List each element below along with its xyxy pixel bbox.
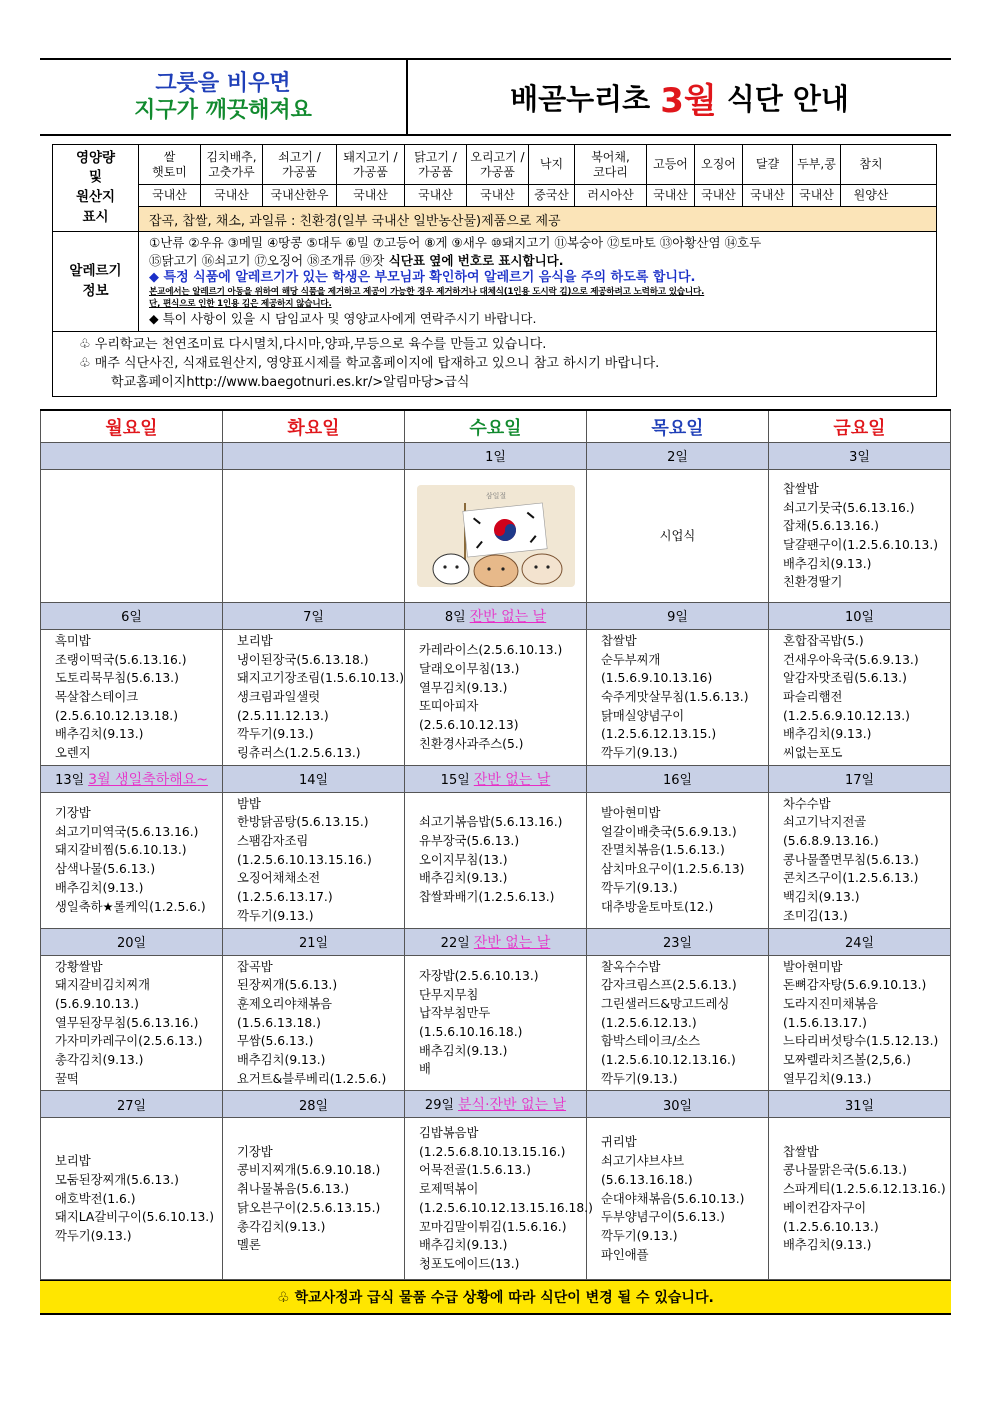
allergy-label: 알레르기 정보	[53, 232, 139, 331]
menu-item: 조미김(13.)	[783, 908, 848, 923]
menu-item: 감자크림스프(2.5.6.13.)	[601, 978, 737, 993]
menu-item: 얼갈이배춧국(5.6.9.13.)	[601, 824, 737, 839]
menu-item: 잔멸치볶음(1.5.6.13.)	[601, 843, 725, 858]
date-cell: 29일 분식·잔반 없는 날	[405, 1091, 587, 1118]
eco-notice: 잡곡, 찹쌀, 채소, 과일류 : 친환경(일부 국내산 일반농산물)제품으로 제공	[139, 207, 936, 231]
menu-item: 스파게티(1.2.5.6.12.13.16.)	[783, 1182, 946, 1197]
menu-item: 대추방울토마토(12.)	[601, 899, 714, 914]
menu-item: 배추김치(9.13.)	[55, 727, 144, 742]
menu-item: 찰옥수수밥	[601, 959, 661, 974]
menu-item: 링츄러스(1.2.5.6.13.)	[237, 746, 361, 761]
allergy-list-1: ①난류 ②우유 ③메밀 ④땅콩 ⑤대두 ⑥밀 ⑦고등어 ⑧게 ⑨새우 ⑩돼지고기 ⑪복숭아 ⑫토마토 ⑬아황산염 ⑭호두	[149, 235, 762, 250]
menu-item: 열무김치(9.13.)	[419, 680, 508, 695]
homepage-link[interactable]: 학교홈페이지http://www.baegotnuri.es.kr/>알림마당>급식	[111, 374, 470, 390]
origin-food-item: 김치배추, 고춧가루	[201, 145, 263, 184]
menu-item: 흑미밥	[55, 633, 91, 648]
menu-item: 배추김치(9.13.)	[419, 1043, 508, 1058]
menu-cell	[405, 629, 587, 765]
menu-item: 배추김치(9.13.)	[419, 1238, 508, 1253]
date-cell: 1일	[405, 442, 587, 469]
date-cell: 13일 3월 생일축하해요~	[41, 765, 223, 792]
menu-item: 배추김치(9.13.)	[783, 1238, 872, 1253]
day-tag: 분식·잔반 없는 날	[458, 1097, 567, 1114]
menu-item: 배추김치(9.13.)	[55, 880, 144, 895]
origin-food-row	[139, 145, 936, 185]
menu-item: 삼색나물(5.6.13.)	[55, 862, 156, 877]
menu-item: 돼지갈비김치찌개	[55, 978, 151, 993]
weekday-header: 수요일	[405, 410, 587, 442]
menu-item: 목살찹스테이크	[55, 689, 139, 704]
menu-item: 기장밥	[237, 1144, 273, 1159]
menu-item: 훈제오리야채볶음	[237, 996, 333, 1011]
menu-item: 납작부침만두	[419, 1006, 491, 1021]
title-suffix: 식단 안내	[726, 81, 849, 116]
origin-country-item: 국내산한우	[263, 185, 337, 206]
menu-item: 밤밥	[237, 796, 261, 811]
origin-food-item: 쌀 햇토미	[139, 145, 201, 184]
note-broth: ♧ 우리학교는 천연조미료 다시멸치,다시마,양파,무등으로 육수를 만들고 있습니다.	[79, 336, 547, 352]
date-cell: 14일	[223, 765, 405, 792]
notes-section	[53, 332, 936, 397]
menu-item: 멜론	[237, 1238, 261, 1253]
menu-item: 쇠고기낙지전골	[783, 815, 867, 830]
menu-item: 도토리묵무침(5.6.13.)	[55, 671, 179, 686]
allergy-list-2: ⑮닭고기 ⑯쇠고기 ⑰오징어 ⑱조개류 ⑲잣 식단표 옆에 번호로 표시합니다.	[149, 252, 564, 268]
menu-item: 꿀떡	[55, 1071, 79, 1086]
origin-country-item: 국내산	[139, 185, 201, 206]
allergy-contact: ◆ 특이 사항이 있을 시 담임교사 및 영양교사에게 연락주시기 바랍니다.	[149, 311, 537, 327]
menu-cell	[41, 629, 223, 765]
menu-item: 찹쌀밥	[783, 1144, 819, 1159]
menu-page	[40, 58, 951, 1315]
menu-item: 귀리밥	[601, 1135, 637, 1150]
menu-item: (5.6.13.16.18.)	[601, 1172, 693, 1187]
menu-item: 배추김치(9.13.)	[783, 727, 872, 742]
menu-item: 건새우아욱국(5.6.9.13.)	[783, 652, 919, 667]
origin-food-item: 쇠고기 / 가공품	[263, 145, 337, 184]
menu-item: 보리밥	[237, 633, 273, 648]
flag-caption: 삼일절	[485, 491, 506, 500]
menu-calendar	[40, 409, 951, 1280]
menu-item: (1.2.5.6.12.13.15.)	[601, 727, 717, 742]
footer-note: ♧ 학교사정과 급식 물품 수급 상황에 따라 식단이 변경 될 수 있습니다.	[40, 1280, 951, 1315]
page-header	[40, 58, 951, 136]
menu-item: 친환경사과주스(5.)	[419, 736, 524, 751]
origin-country-item: 국내산	[695, 185, 743, 206]
menu-item: 순두부찌개	[601, 652, 661, 667]
date-cell: 23일	[587, 928, 769, 955]
menu-item: 조랭이떡국(5.6.13.16.)	[55, 652, 187, 667]
date-cell: 8일 잔반 없는 날	[405, 602, 587, 629]
menu-cell	[223, 629, 405, 765]
menu-item: 깍두기(9.13.)	[237, 908, 314, 923]
origin-country-item: 국내산	[405, 185, 467, 206]
menu-cell	[223, 792, 405, 928]
day-tag: 3월 생일축하해요~	[88, 771, 208, 788]
menu-item: 애호박전(1.6.)	[55, 1191, 136, 1206]
origin-food-item: 고등어	[647, 145, 695, 184]
menu-item: 또띠아피자	[419, 699, 479, 714]
menu-item: (1.2.5.6.12.13.)	[601, 1015, 697, 1030]
menu-cell	[769, 955, 951, 1091]
menu-item: 돼지갈비찜(5.6.10.13.)	[55, 843, 187, 858]
menu-item: 스팸감자조림	[237, 834, 309, 849]
menu-cell	[587, 792, 769, 928]
date-cell: 7일	[223, 602, 405, 629]
date-cell: 17일	[769, 765, 951, 792]
date-cell: 10일	[769, 602, 951, 629]
origin-food-item: 달걀	[743, 145, 793, 184]
event-cell: 시업식	[587, 469, 769, 602]
menu-item: 달걀팬구이(1.2.5.6.10.13.)	[783, 537, 939, 552]
weekday-header: 목요일	[587, 410, 769, 442]
date-cell: 22일 잔반 없는 날	[405, 928, 587, 955]
menu-cell	[223, 1118, 405, 1280]
menu-item: 오이지무침(13.)	[419, 852, 508, 867]
menu-cell	[587, 1118, 769, 1280]
menu-item: 느타리버섯탕수(1.5.12.13.)	[783, 1034, 939, 1049]
origin-country-item: 국내산	[201, 185, 263, 206]
title-month: 3월	[660, 80, 717, 121]
menu-item: 달래오이무침(13.)	[419, 661, 520, 676]
menu-item: 어묵전골(1.5.6.13.)	[419, 1163, 531, 1178]
menu-item: 된장찌개(5.6.13.)	[237, 978, 338, 993]
menu-item: 발아현미밥	[601, 806, 661, 821]
menu-item: 닭오븐구이(2.5.6.13.15.)	[237, 1200, 381, 1215]
menu-item: 배추김치(9.13.)	[237, 1052, 326, 1067]
origin-country-item: 국내산	[743, 185, 793, 206]
menu-cell	[587, 629, 769, 765]
menu-item: 배추김치(9.13.)	[783, 556, 872, 571]
menu-item: 파슬리햄전	[783, 689, 843, 704]
menu-item: 카레라이스(2.5.6.10.13.)	[419, 643, 563, 658]
menu-cell	[41, 792, 223, 928]
menu-item: 강황쌀밥	[55, 959, 103, 974]
menu-item: 삼치마요구이(1.2.5.6.13)	[601, 862, 745, 877]
menu-item: 오렌지	[55, 746, 91, 761]
menu-item: 무쌈(5.6.13.)	[237, 1034, 314, 1049]
menu-item: 생일축하★롤케익(1.2.5.6.)	[55, 899, 206, 914]
allergy-warning: ◆ 특정 식품에 알레르기가 있는 학생은 부모님과 확인하여 알레르기 음식을 주의 하도록 합니다.	[149, 270, 696, 285]
menu-item: 그린샐러드&망고드레싱	[601, 996, 730, 1011]
menu-item: 깍두기(9.13.)	[55, 1228, 132, 1243]
menu-item: (2.5.6.10.12.13)	[419, 718, 519, 732]
menu-item: 닭매실양념구이	[601, 708, 685, 723]
menu-cell	[223, 955, 405, 1091]
menu-item: 쇠고기미역국(5.6.13.16.)	[55, 824, 199, 839]
origin-country-item: 국내산	[647, 185, 695, 206]
menu-cell	[41, 1118, 223, 1280]
origin-country-item: 중국산	[529, 185, 575, 206]
weekday-header: 화요일	[223, 410, 405, 442]
menu-item: (2.5.6.10.12.13.18.)	[55, 708, 179, 723]
origin-country-row	[139, 185, 936, 207]
menu-item: 배추김치(9.13.)	[419, 871, 508, 886]
menu-item: 찹쌀밥	[601, 633, 637, 648]
origin-food-item: 오징어	[695, 145, 743, 184]
origin-food-item: 북어채, 코다리	[575, 145, 647, 184]
menu-item: 냉이된장국(5.6.13.18.)	[237, 652, 369, 667]
note-homepage: ♧ 매주 식단사진, 식재료원산지, 영양표시제를 학교홈페이지에 탑재하고 있으니 참고 하시기 바랍니다.	[79, 355, 660, 371]
slogan-line2: 지구가 깨끗해져요	[134, 98, 312, 123]
menu-cell	[405, 955, 587, 1091]
menu-item: (1.2.5.6.10.12.13.15.16.18.)	[419, 1200, 593, 1215]
weekday-header: 월요일	[41, 410, 223, 442]
weekday-header: 금요일	[769, 410, 951, 442]
menu-item: 깍두기(9.13.)	[601, 1228, 678, 1243]
date-cell	[41, 442, 223, 469]
menu-item: 함박스테이크/소스	[601, 1034, 701, 1049]
date-cell: 16일	[587, 765, 769, 792]
slogan	[40, 60, 406, 134]
origin-section	[53, 145, 936, 232]
origin-food-item: 낙지	[529, 145, 575, 184]
menu-item: (5.6.8.9.13.16.)	[783, 834, 879, 849]
menu-item: (1.2.5.6.10.13.15.16.)	[237, 852, 372, 867]
menu-item: 총각김치(9.13.)	[237, 1219, 326, 1234]
menu-item: 생크림과일샐럿	[237, 689, 321, 704]
menu-item: 가자미카레구이(2.5.6.13.)	[55, 1034, 203, 1049]
school-name: 배곧누리초	[510, 81, 651, 116]
day-tag: 잔반 없는 날	[469, 608, 547, 625]
date-cell: 9일	[587, 602, 769, 629]
menu-cell	[769, 469, 951, 602]
day-tag: 잔반 없는 날	[473, 934, 551, 951]
menu-item: 깍두기(9.13.)	[601, 746, 678, 761]
menu-item: 친환경딸기	[783, 575, 843, 590]
menu-item: 알감자맛조림(5.6.13.)	[783, 671, 907, 686]
menu-item: (2.5.11.12.13.)	[237, 708, 329, 723]
menu-item: 돈뼈감자탕(5.6.9.10.13.)	[783, 978, 927, 993]
menu-item: 콩나물맑은국(5.6.13.)	[783, 1163, 907, 1178]
menu-item: 보리밥	[55, 1154, 91, 1169]
menu-cell	[769, 1118, 951, 1280]
menu-item: 모둠된장찌개(5.6.13.)	[55, 1172, 179, 1187]
date-cell: 21일	[223, 928, 405, 955]
info-box	[52, 144, 937, 397]
menu-cell	[769, 792, 951, 928]
slogan-line1: 그릇을 비우면	[155, 70, 291, 96]
date-cell: 30일	[587, 1091, 769, 1118]
menu-item: 깍두기(9.13.)	[237, 727, 314, 742]
menu-item: 총각김치(9.13.)	[55, 1052, 144, 1067]
date-cell	[223, 442, 405, 469]
allergy-fine-print-2: 단, 편식으로 인한 1인용 김은 제공하지 않습니다.	[149, 298, 332, 309]
origin-food-item: 오리고기 / 가공품	[467, 145, 529, 184]
date-cell: 6일	[41, 602, 223, 629]
menu-item: 배	[419, 1062, 431, 1077]
origin-food-item: 두부,콩	[793, 145, 841, 184]
date-cell: 24일	[769, 928, 951, 955]
menu-item: (1.2.5.6.10.12.13.16.)	[601, 1052, 736, 1067]
menu-cell	[41, 469, 223, 602]
menu-item: 발아현미밥	[783, 959, 843, 974]
day-tag: 잔반 없는 날	[473, 771, 551, 788]
origin-country-item: 러시아산	[575, 185, 647, 206]
menu-item: 돼지고기장조림(1.5.6.10.13.)	[237, 671, 405, 686]
origin-country-item: 국내산	[337, 185, 405, 206]
menu-item: 취나물볶음(5.6.13.)	[237, 1182, 350, 1197]
menu-item: 순대야채볶음(5.6.10.13.)	[601, 1191, 745, 1206]
date-cell: 20일	[41, 928, 223, 955]
menu-item: (1.2.5.6.10.13.)	[783, 1219, 879, 1234]
menu-item: 백김치(9.13.)	[783, 890, 860, 905]
menu-item: 청포도에이드(13.)	[419, 1256, 520, 1271]
origin-food-item: 닭고기 / 가공품	[405, 145, 467, 184]
menu-cell	[769, 629, 951, 765]
menu-item: 혼합잡곡밥(5.)	[783, 633, 864, 648]
menu-item: (1.5.6.9.10.13.16)	[601, 671, 713, 686]
menu-item: 베이컨감자구이	[783, 1200, 867, 1215]
menu-item: 찹쌀밥	[783, 481, 819, 496]
menu-item: 로제떡볶이	[419, 1182, 479, 1197]
menu-item: 오징어채채소전	[237, 871, 321, 886]
menu-cell	[223, 469, 405, 602]
menu-cell	[405, 1118, 593, 1280]
menu-item: 파인애플	[601, 1247, 649, 1262]
menu-cell	[405, 792, 587, 928]
menu-item: 콘치즈구이(1.2.5.6.13.)	[783, 871, 919, 886]
menu-item: 꼬마김말이튀김(1.5.6.16.)	[419, 1219, 567, 1234]
date-cell: 28일	[223, 1091, 405, 1118]
menu-item: 두부양념구이(5.6.13.)	[601, 1210, 725, 1225]
origin-label: 영양량 및 원산지 표시	[53, 145, 139, 231]
menu-item: 도라지진미채볶음	[783, 996, 879, 1011]
allergy-fine-print-1: 본교에서는 알레르기 아동을 위하여 해당 식품을 제거하고 제공이 가능한 경우 제거하거나 대체식(1인용 도시락 김)으로 제공하려고 노력하고 있습니다.	[149, 287, 705, 298]
menu-item: 자장밥(2.5.6.10.13.)	[419, 968, 539, 983]
menu-cell	[587, 955, 769, 1091]
origin-food-item: 참치	[859, 157, 883, 172]
menu-item: (5.6.9.10.13.)	[55, 996, 139, 1011]
menu-item: (1.5.6.13.18.)	[237, 1015, 321, 1030]
menu-item: 씨없는포도	[783, 746, 843, 761]
menu-item: 쇠고기샤브샤브	[601, 1154, 685, 1169]
date-cell: 2일	[587, 442, 769, 469]
menu-item: 콩나물쫄면무침(5.6.13.)	[783, 852, 919, 867]
menu-item: 찹쌀꽈배기(1.2.5.6.13.)	[419, 890, 555, 905]
samiljeol-illustration	[417, 485, 575, 587]
origin-country-item: 국내산	[793, 185, 841, 206]
menu-item: 숙주게맛살무침(1.5.6.13.)	[601, 689, 749, 704]
date-cell: 27일	[41, 1091, 223, 1118]
origin-food-item: 돼지고기 / 가공품	[337, 145, 405, 184]
menu-item: 돼지LA갈비구이(5.6.10.13.)	[55, 1210, 214, 1225]
allergy-section	[53, 232, 936, 332]
menu-item: 차수수밥	[783, 796, 831, 811]
menu-item: 잡곡밥	[237, 959, 273, 974]
menu-item: 요거트&블루베리(1.2.5.6.)	[237, 1071, 387, 1086]
menu-item: 단무지무침	[419, 987, 479, 1002]
menu-item: (1.5.6.10.16.18.)	[419, 1024, 523, 1039]
menu-item: 쇠고기볶음밥(5.6.13.16.)	[419, 815, 563, 830]
menu-item: 열무김치(9.13.)	[783, 1071, 872, 1086]
page-title	[406, 60, 951, 134]
menu-item: 한방닭곰탕(5.6.13.15.)	[237, 815, 369, 830]
menu-item: 콩비지찌개(5.6.9.10.18.)	[237, 1163, 381, 1178]
menu-item: 잡채(5.6.13.16.)	[783, 519, 879, 534]
menu-item: 깍두기(9.13.)	[601, 880, 678, 895]
date-cell: 15일 잔반 없는 날	[405, 765, 587, 792]
date-cell: 3일	[769, 442, 951, 469]
date-cell: 31일	[769, 1091, 951, 1118]
menu-item: 유부장국(5.6.13.)	[419, 834, 520, 849]
menu-item: 김밥볶음밥	[419, 1126, 479, 1141]
menu-item: 기장밥	[55, 806, 91, 821]
menu-cell	[41, 955, 223, 1091]
menu-item: 쇠고기뭇국(5.6.13.16.)	[783, 500, 915, 515]
menu-item: 모짜렐라치즈볼(2,5,6.)	[783, 1052, 911, 1067]
menu-item: (1.2.5.6.13.17.)	[237, 890, 333, 905]
origin-country-item: 원양산	[853, 188, 889, 203]
menu-item: (1.5.6.13.17.)	[783, 1015, 867, 1030]
menu-item: 깍두기(9.13.)	[601, 1071, 678, 1086]
origin-country-item: 국내산	[467, 185, 529, 206]
menu-item: 열무된장무침(5.6.13.16.)	[55, 1015, 199, 1030]
menu-item: (1.2.5.6.9.10.12.13.)	[783, 708, 910, 723]
menu-cell	[405, 469, 587, 602]
menu-item: (1.2.5.6.8.10.13.15.16.)	[419, 1144, 566, 1159]
